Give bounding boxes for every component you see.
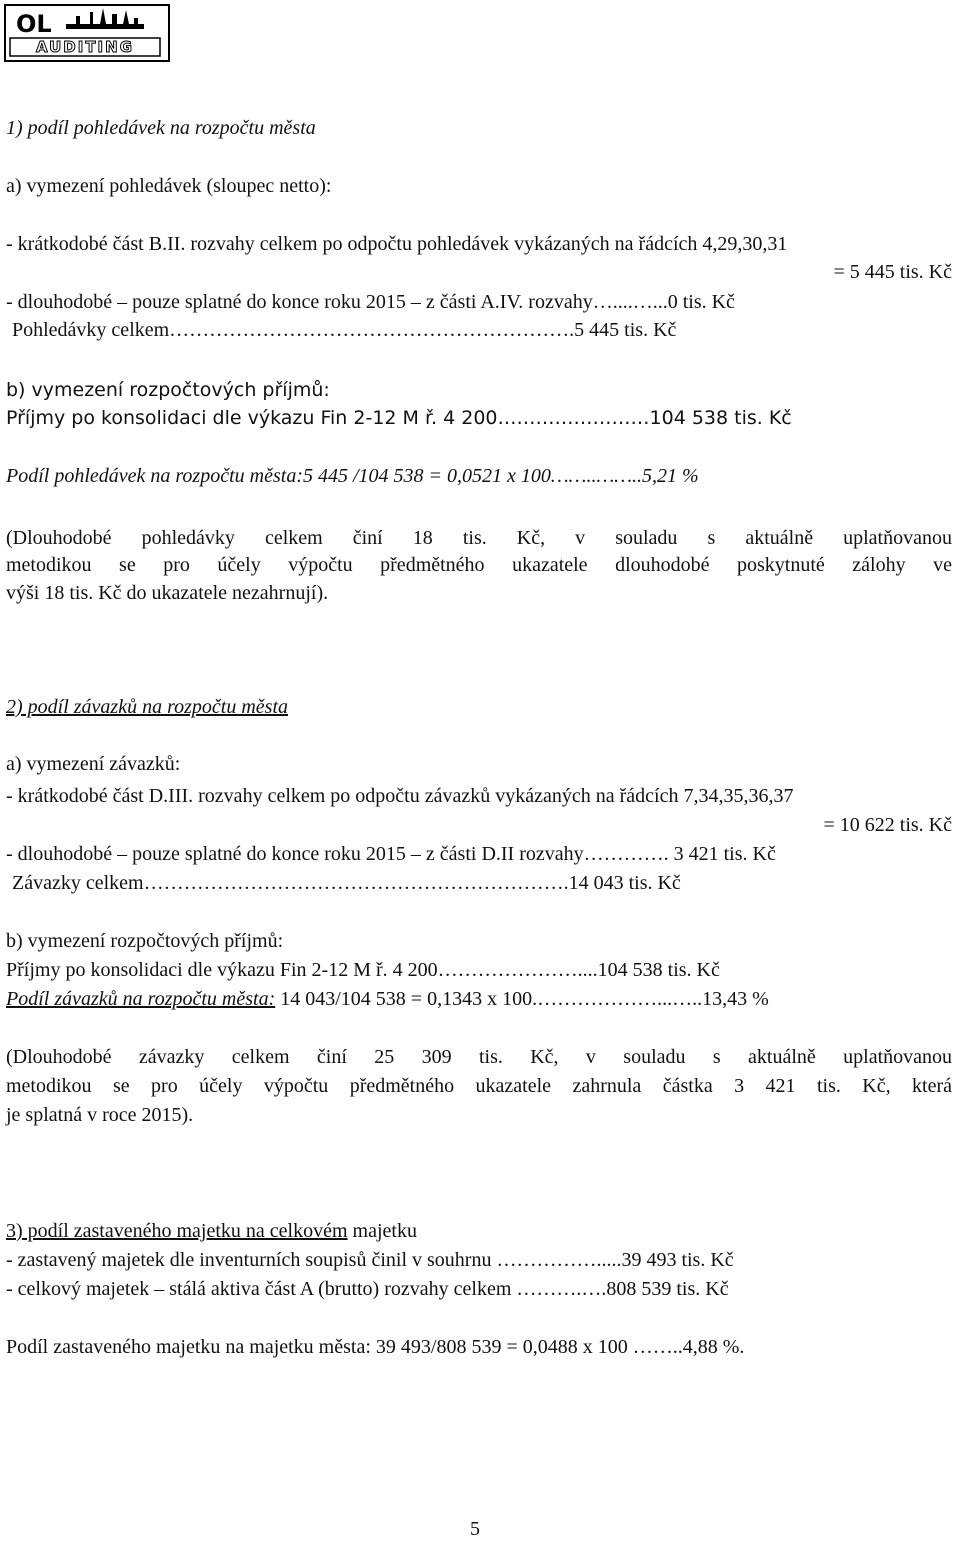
section2-long-term: - dlouhodobé – pouze splatné do konce roku 2015 – z části D.II rozvahy…………. 3 421 tis. Kč (6, 843, 776, 865)
section1-total: Pohledávky celkem…………………………………………………….5 445 tis. Kč (12, 319, 677, 341)
section3-total-assets: - celkový majetek – stálá aktiva část A (brutto) rozvahy celkem ……….….808 539 tis. Kč (6, 1278, 729, 1300)
section1-note-line2: metodikou se pro účely výpočtu předmětného ukazatele dlouhodobé poskytnuté zálohy ve (6, 554, 952, 576)
logo-text-auditing: AUDITING (35, 38, 135, 56)
logo-text-ol: OL (16, 10, 52, 38)
section1-note-line3: výši 18 tis. Kč do ukazatele nezahrnují). (6, 582, 329, 604)
page-number: 5 (470, 1518, 480, 1540)
section2-short-term-value: = 10 622 tis. Kč (823, 814, 952, 836)
section3-heading-rest: majetku (347, 1220, 417, 1242)
section3-pledged: - zastavený majetek dle inventurních soupisů činil v souhrnu …………….....39 493 tis. Kč (6, 1249, 734, 1271)
section2-note-line1: (Dlouhodobé závazky celkem činí 25 309 tis. Kč, v souladu s aktuálně uplatňovanou (6, 1046, 952, 1068)
section1-share: Podíl pohledávek na rozpočtu města:5 445 /104 538 = 0,0521 x 100……..……..5,21 % (6, 465, 699, 487)
section2-income: Příjmy po konsolidaci dle výkazu Fin 2-12 M ř. 4 200…………………....104 538 tis. Kč (6, 959, 720, 981)
section3-heading-underlined: 3) podíl zastaveného majetku na celkovém (6, 1220, 348, 1242)
section1-short-term-value: = 5 445 tis. Kč (833, 261, 952, 283)
section1-heading: 1) podíl pohledávek na rozpočtu města (6, 117, 316, 139)
section2-share (6, 987, 960, 1011)
section2-short-term: - krátkodobé část D.III. rozvahy celkem po odpočtu závazků vykázaných na řádcích 7,34,35,36,37 (6, 785, 794, 807)
section1-short-term: - krátkodobé část B.II. rozvahy celkem po odpočtu pohledávek vykázaných na řádcích 4,29,30,31 (6, 233, 788, 255)
section2-share-value: 14 043/104 538 = 0,1343 x 100.………………...…..13,43 % (275, 988, 769, 1010)
section2-note-line2: metodikou se pro účely výpočtu předmětného ukazatele zahrnula částka 3 421 tis. Kč, která (6, 1075, 952, 1097)
section1-note-line1: (Dlouhodobé pohledávky celkem činí 18 tis. Kč, v souladu s aktuálně uplatňovanou (6, 527, 952, 549)
section1-long-term: - dlouhodobé – pouze splatné do konce roku 2015 – z části A.IV. rozvahy…....…...0 tis. Kč (6, 291, 735, 313)
city-skyline-icon (66, 8, 144, 29)
logo-graphic (6, 6, 168, 60)
section2-heading: 2) podíl závazků na rozpočtu města (6, 696, 289, 718)
section3-heading (6, 1219, 960, 1243)
section2-share-label: Podíl závazků na rozpočtu města: (6, 988, 276, 1010)
section2-note-line3: je splatná v roce 2015). (6, 1104, 194, 1126)
section2-a-title: a) vymezení závazků: (6, 753, 181, 775)
ol-auditing-logo (4, 4, 170, 62)
section2-total: Závazky celkem……………………………………………………….14 043 tis. Kč (12, 872, 681, 894)
section1-b-title: b) vymezení rozpočtových příjmů: (6, 379, 330, 401)
section1-income: Příjmy po konsolidaci dle výkazu Fin 2-12 M ř. 4 200……………………104 538 tis. Kč (6, 407, 792, 429)
section1-a-title: a) vymezení pohledávek (sloupec netto): (6, 175, 332, 197)
section3-share: Podíl zastaveného majetku na majetku města: 39 493/808 539 = 0,0488 x 100 ……..4,88 %. (6, 1336, 745, 1358)
section2-b-title: b) vymezení rozpočtových příjmů: (6, 930, 284, 952)
